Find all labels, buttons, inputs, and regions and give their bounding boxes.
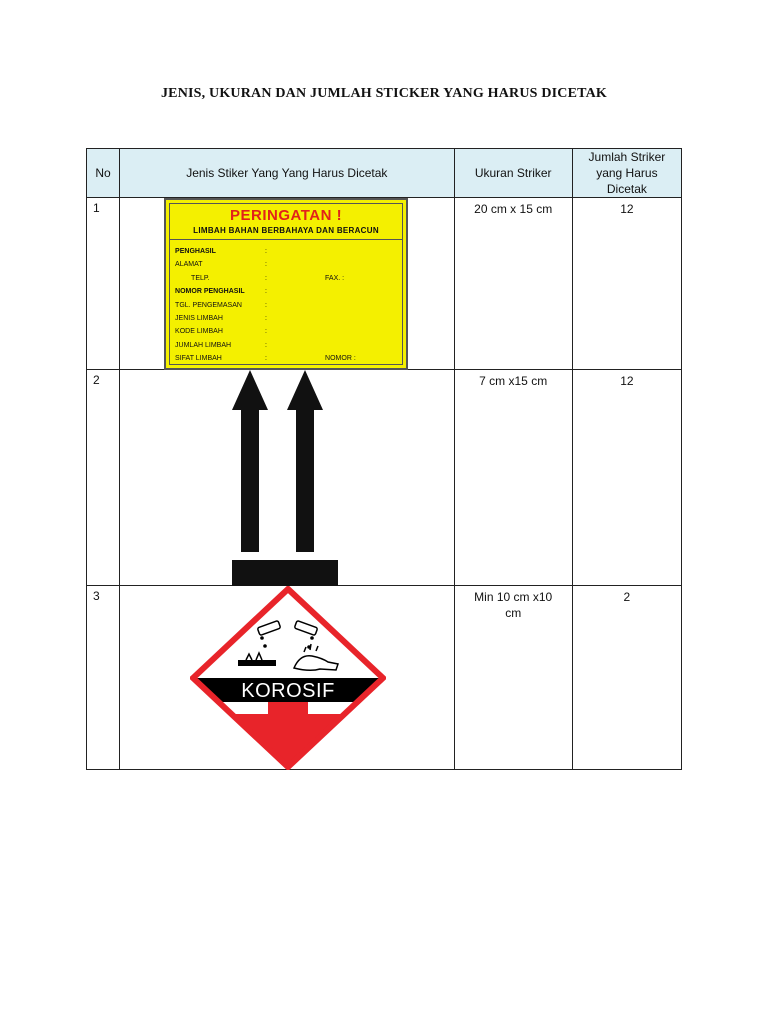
sticker-table	[86, 148, 682, 770]
ukuran-value: 7 cm x15 cm	[454, 370, 572, 586]
field-label: ALAMAT	[175, 261, 203, 269]
field-label: PENGHASIL	[175, 248, 216, 255]
sticker-field	[175, 302, 398, 315]
header-jumlah-line: yang Harus	[596, 166, 658, 180]
ukuran-value	[454, 586, 572, 770]
jumlah-value: 12	[572, 198, 681, 370]
field-colon: :	[265, 314, 267, 322]
field-label: NOMOR PENGHASIL	[175, 288, 245, 296]
sticker-field	[175, 328, 398, 341]
sticker-cell	[120, 198, 455, 370]
row-number: 3	[87, 586, 120, 770]
field-label: TELP.	[191, 274, 210, 282]
header-jumlah	[572, 149, 681, 198]
sticker-field	[175, 288, 398, 301]
field-label: JENIS LIMBAH	[175, 314, 223, 322]
header-jumlah-line: Dicetak	[606, 182, 647, 196]
field-extra: NOMOR :	[325, 355, 356, 363]
sticker-heading: PERINGATAN !	[229, 207, 343, 224]
field-label: SIFAT LIMBAH	[175, 355, 222, 363]
corrosive-sticker	[190, 586, 386, 770]
field-colon: :	[265, 288, 267, 296]
korosif-label: KOROSIF	[241, 680, 335, 702]
sticker-field	[175, 248, 398, 261]
row-number: 2	[87, 370, 120, 586]
corrosive-hazard-icon	[190, 586, 386, 770]
ukuran-line: Min 10 cm x10	[474, 590, 553, 604]
sticker-inner-border	[169, 203, 403, 365]
field-extra: FAX. :	[325, 274, 345, 282]
sticker-field	[175, 275, 398, 288]
table-header-row	[87, 149, 682, 198]
header-no: No	[87, 149, 120, 198]
field-label: KODE LIMBAH	[175, 328, 223, 336]
field-label: JUMLAH LIMBAH	[175, 341, 232, 349]
sticker-field	[175, 355, 398, 368]
table-row	[87, 586, 682, 770]
field-colon: :	[265, 261, 267, 269]
header-jumlah-line: Jumlah Striker	[588, 150, 666, 164]
sticker-field	[175, 315, 398, 328]
header-ukuran: Ukuran Striker	[454, 149, 572, 198]
field-colon: :	[265, 328, 267, 336]
sticker-fields	[175, 248, 398, 369]
sticker-cell	[120, 370, 455, 586]
table-row	[87, 370, 682, 586]
page-title: JENIS, UKURAN DAN JUMLAH STICKER YANG HARUS DICETAK	[160, 86, 608, 101]
sticker-field	[175, 261, 398, 274]
field-colon: :	[265, 301, 267, 309]
field-colon: :	[265, 341, 267, 349]
jumlah-value: 12	[572, 370, 681, 586]
field-colon: :	[265, 355, 267, 363]
sticker-subheading: LIMBAH BAHAN BERBAHAYA DAN BERACUN	[193, 226, 379, 235]
sticker-cell	[120, 586, 455, 770]
header-jenis: Jenis Stiker Yang Yang Harus Dicetak	[120, 149, 455, 198]
jumlah-value: 2	[572, 586, 681, 770]
field-label: TGL. PENGEMASAN	[175, 301, 242, 309]
this-way-up-arrows-icon	[230, 370, 342, 586]
sticker-field	[175, 342, 398, 355]
table-row	[87, 198, 682, 370]
ukuran-value: 20 cm x 15 cm	[454, 198, 572, 370]
field-colon: :	[265, 248, 267, 255]
ukuran-line: cm	[505, 606, 522, 620]
sticker-divider	[170, 239, 402, 240]
b3-warning-sticker	[164, 198, 408, 370]
field-colon: :	[265, 274, 267, 282]
row-number: 1	[87, 198, 120, 370]
